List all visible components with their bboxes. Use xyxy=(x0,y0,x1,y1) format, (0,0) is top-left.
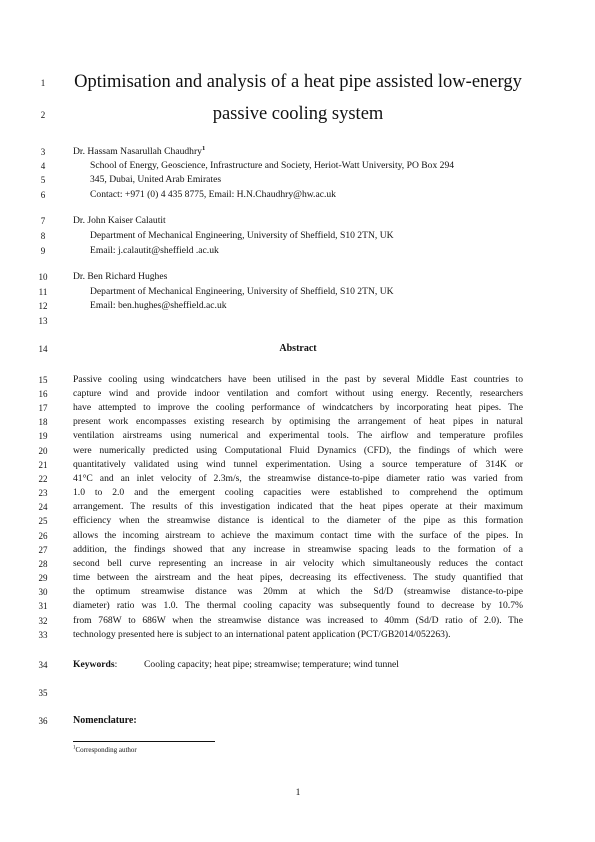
abstract-line: present work encompasses existing research by optimising the arrangement of heat pipes in natural xyxy=(73,416,523,427)
author-2-affiliation: Department of Mechanical Engineering, University of Sheffield, S10 2TN, UK xyxy=(90,230,394,241)
line-number: 27 xyxy=(38,545,48,555)
line-number: 24 xyxy=(38,502,48,512)
abstract-line: technology presented here is subject to an international patent application (PCT/GB2014/052263). xyxy=(73,629,451,640)
line-number: 2 xyxy=(40,110,46,120)
line-number: 7 xyxy=(40,216,46,226)
line-number: 34 xyxy=(38,660,48,670)
abstract-line: 1.0 to 2.0 and the emergent cooling capacities were established to comprehend the optimum xyxy=(73,487,523,498)
line-number: 5 xyxy=(40,175,46,185)
line-number: 1 xyxy=(40,78,46,88)
line-number: 33 xyxy=(38,630,48,640)
keywords-text: Cooling capacity; heat pipe; streamwise; temperature; wind tunnel xyxy=(144,659,399,670)
line-number: 25 xyxy=(38,516,48,526)
abstract-line: from 768W to 686W when the streamwise distance was increased to 40mm (Sd/D ratio of 2.0). The xyxy=(73,615,523,626)
line-number: 6 xyxy=(40,190,46,200)
abstract-line: ventilation airstreams using numerical and experimental tools. The airflow and temperature profiles xyxy=(73,430,523,441)
line-number: 9 xyxy=(40,246,46,256)
author-3-name: Dr. Ben Richard Hughes xyxy=(73,271,168,282)
author-3-email: Email: ben.hughes@sheffield.ac.uk xyxy=(90,300,227,311)
line-number: 28 xyxy=(38,559,48,569)
footnote-rule xyxy=(73,741,215,742)
abstract-line: time between the airstream and the heat pipes, decreasing its effectiveness. The study quantified that xyxy=(73,572,523,583)
abstract-line: quantitatively validated using wind tunnel experimentation. Using a source temperature of 314K or xyxy=(73,459,523,470)
line-number: 31 xyxy=(38,601,48,611)
line-number: 3 xyxy=(40,147,46,157)
abstract-line: allows the incoming airstream to achieve the maximum contact time with the surface of the pipes. In xyxy=(73,530,523,541)
line-number: 18 xyxy=(38,417,48,427)
line-number: 4 xyxy=(40,161,46,171)
abstract-line: diameter) ratio was 1.0. The thermal cooling capacity was subsequently found to decrease by 10.7% xyxy=(73,600,523,611)
author-2-email: Email: j.calautit@sheffield .ac.uk xyxy=(90,245,219,256)
abstract-heading: Abstract xyxy=(279,343,317,354)
line-number: 19 xyxy=(38,431,48,441)
page-number: 1 xyxy=(295,787,301,798)
line-number: 20 xyxy=(38,446,48,456)
line-number: 12 xyxy=(38,301,48,311)
abstract-line: efficiency when the streamwise distance is identical to the diameter of the pipe as this formation xyxy=(73,515,523,526)
nomenclature-heading: Nomenclature: xyxy=(73,715,137,726)
line-number: 29 xyxy=(38,573,48,583)
abstract-line: Passive cooling using windcatchers have been utilised in the past by several Middle East countries to xyxy=(73,374,523,385)
line-number: 21 xyxy=(38,460,48,470)
line-number: 10 xyxy=(38,272,48,282)
paper-title-line-2: passive cooling system xyxy=(212,104,384,124)
line-number: 26 xyxy=(38,531,48,541)
abstract-line: second bell curve representing an increase in air velocity which simultaneously reduces the contact xyxy=(73,558,523,569)
footnote: $^1$Corresponding author xyxy=(73,745,137,754)
line-number: 16 xyxy=(38,389,48,399)
author-2-name: Dr. John Kaiser Calautit xyxy=(73,215,166,226)
abstract-line: addition, the findings showed that any increase in streamwise spacing leads to the formation of a xyxy=(73,544,523,555)
abstract-line: 41°C and an inlet velocity of 2.3m/s, the streamwise distance-to-pipe diameter ratio was varied from xyxy=(73,473,523,484)
line-number: 35 xyxy=(38,688,48,698)
keywords: Keywords: xyxy=(73,659,118,670)
paper-title-line-1: Optimisation and analysis of a heat pipe assisted low-energy xyxy=(74,72,522,92)
line-number: 13 xyxy=(38,316,48,326)
line-number: 14 xyxy=(38,344,48,354)
line-number: 17 xyxy=(38,403,48,413)
abstract-line: were numerically predicted using Computational Fluid Dynamics (CFD), the findings of which were xyxy=(73,445,523,456)
keywords-label: Keywords xyxy=(73,659,115,670)
line-number: 30 xyxy=(38,587,48,597)
line-number: 32 xyxy=(38,616,48,626)
footnote-mark: 1 xyxy=(201,144,206,152)
author-1-affiliation: School of Energy, Geoscience, Infrastructure and Society, Heriot-Watt University, PO Box 294 xyxy=(90,160,455,171)
line-number: 15 xyxy=(38,375,48,385)
line-number: 8 xyxy=(40,231,46,241)
author-1-affiliation: 345, Dubai, United Arab Emirates xyxy=(90,174,222,185)
line-number: 23 xyxy=(38,488,48,498)
author-1-contact: Contact: +971 (0) 4 435 8775, Email: H.N.Chaudhry@hw.ac.uk xyxy=(90,189,336,200)
abstract-line: the optimum streamwise distance was 20mm at which the Sd/D (streamwise distance-to-pipe xyxy=(73,586,523,597)
author-3-affiliation: Department of Mechanical Engineering, University of Sheffield, S10 2TN, UK xyxy=(90,286,394,297)
abstract-line: have attempted to improve the cooling performance of windcatchers by incorporating heat pipes. The xyxy=(73,402,523,413)
author-1-name: Dr. Hassam Nasarullah Chaudhry$^1$ xyxy=(73,144,206,157)
line-number: 22 xyxy=(38,474,48,484)
abstract-line: capture wind and provide indoor ventilation and comfort without using energy. Recently, researchers xyxy=(73,388,523,399)
line-number: 36 xyxy=(38,716,48,726)
abstract-line: arrangement. The results of this investigation indicated that the heat pipes operate at their maximum xyxy=(73,501,523,512)
line-number: 11 xyxy=(38,287,48,297)
